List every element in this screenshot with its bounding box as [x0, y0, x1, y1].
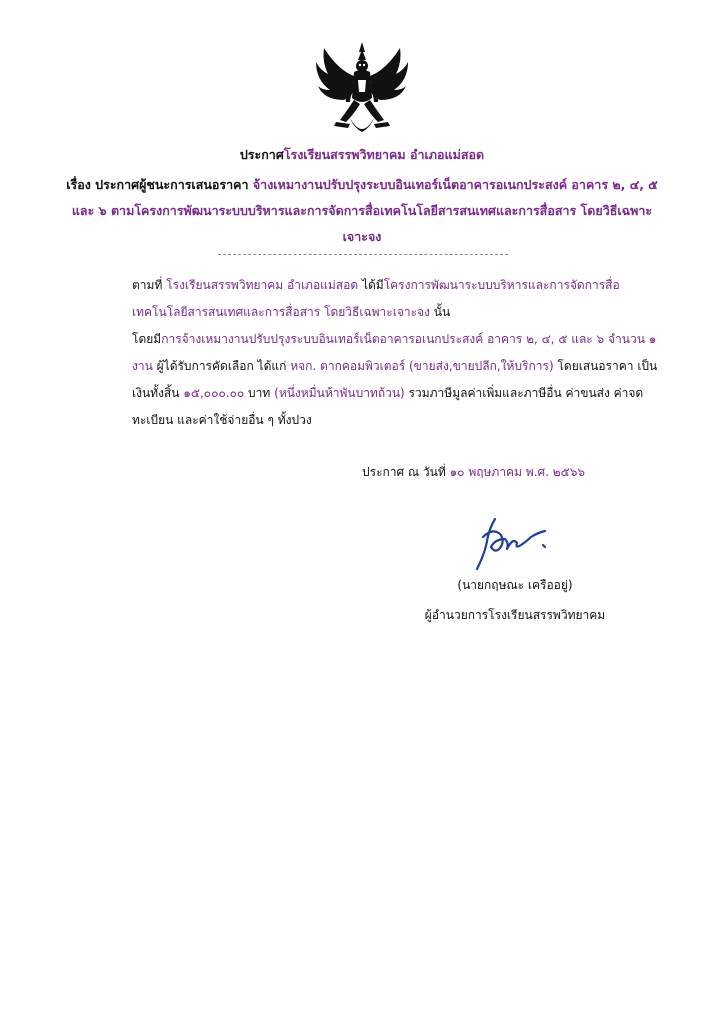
subject-heading: [60, 172, 664, 250]
signer-position: ผู้อำนวยการโรงเรียนสรรพวิทยาคม: [424, 608, 606, 622]
p1-mid: ได้มี: [358, 278, 384, 292]
title-prefix: ประกาศ: [239, 147, 284, 162]
signer-block: [420, 570, 610, 630]
p2-tail: รวมภาษีมูลค่าเพิ่มและภาษีอื่น ค่าขนส่ง ค่าจดทะเบียน และค่าใช้จ่ายอื่น ๆ ทั้งปวง: [132, 386, 644, 427]
subject-text: จ้างเหมางานปรับปรุงระบบอินเทอร์เน็ตอาคารอเนกประสงค์ อาคาร ๒, ๔, ๕ และ ๖ ตามโครงการพัฒนาระบบบริหารและการจัดการสื่อเทคโนโลยีสารสนเทศและการสื่อสาร โดยวิธีเฉพาะเจาะจง: [71, 177, 658, 244]
signer-name: (นายกฤษณะ เครืออยู่): [457, 578, 573, 592]
announcement-date: ๑๐ พฤษภาคม พ.ศ. ๒๕๖๖: [449, 465, 586, 479]
p2-lead: โดยมี: [132, 332, 162, 346]
p2-amount: ๑๕,๐๐๐.๐๐: [183, 386, 245, 400]
date-prefix: ประกาศ ณ วันที่: [362, 465, 450, 479]
subject-label: เรื่อง ประกาศผู้ชนะการเสนอราคา: [66, 177, 253, 192]
p1-organization: โรงเรียนสรรพวิทยาคม อำเภอแม่สอด: [166, 278, 359, 292]
page-title: [0, 146, 724, 164]
announcement-date-line: [362, 462, 585, 482]
divider: [218, 254, 508, 255]
title-organization: โรงเรียนสรรพวิทยาคม อำเภอแม่สอด: [283, 147, 485, 162]
signature-mark: [465, 515, 555, 573]
garuda-emblem-icon: [310, 40, 414, 144]
p1-tail: นั้น: [429, 305, 451, 319]
p2-work: การจ้างเหมางานปรับปรุงระบบอินเทอร์เน็ตอาคารอเนกประสงค์ อาคาร ๒, ๔, ๕ และ ๖ จำนวน ๑ งาน: [132, 332, 657, 373]
paragraph-project: [70, 272, 670, 326]
paragraph-award-text: [70, 326, 670, 434]
p1-lead: ตามที่: [132, 278, 167, 292]
paragraph-project-text: [70, 272, 670, 326]
p2-mid2: โดยเสนอราคา เป็นเงินทั้งสิ้น: [132, 359, 658, 400]
p1-project: โครงการพัฒนาระบบบริหารและการจัดการสื่อเทคโนโลยีสารสนเทศและการสื่อสาร โดยวิธีเฉพาะเจาะจง: [132, 278, 620, 319]
p2-amount-words: (หนึ่งหมื่นห้าพันบาทถ้วน): [274, 386, 405, 400]
p2-mid3: บาท: [244, 386, 275, 400]
p2-mid1: ผู้ได้รับการคัดเลือก ได้แก่: [152, 359, 291, 373]
p2-vendor: หจก. ตากคอมพิวเตอร์ (ขายส่ง,ขายปลีก,ให้บริการ): [290, 359, 554, 373]
paragraph-award: [70, 326, 670, 434]
